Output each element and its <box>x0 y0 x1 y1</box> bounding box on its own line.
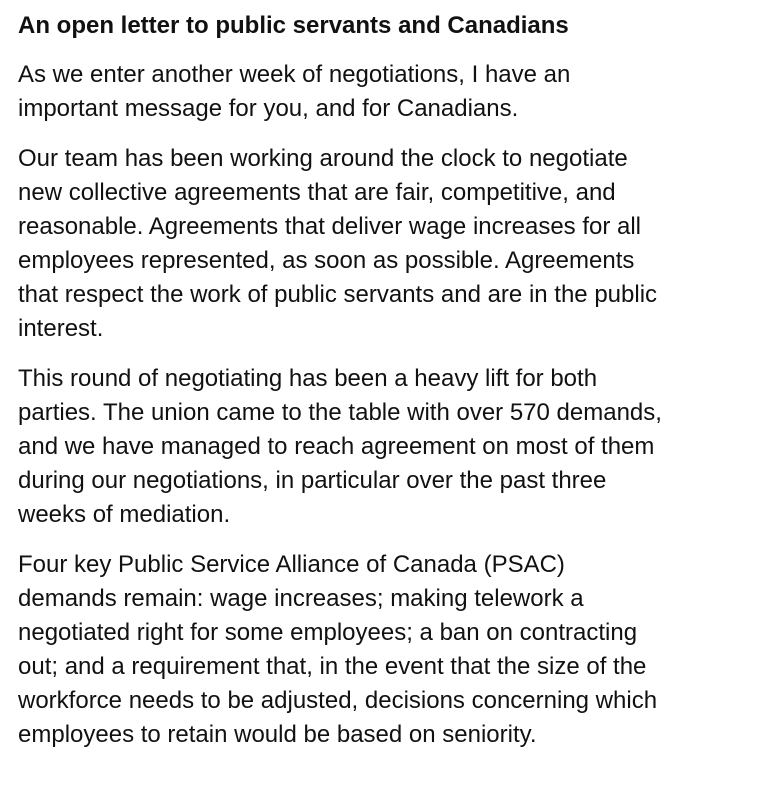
paragraph-intro <box>18 58 763 126</box>
text-line: that respect the work of public servants and are in the public <box>18 281 658 308</box>
text-line: weeks of mediation. <box>18 501 231 528</box>
text-line: demands remain: wage increases; making telework a <box>18 585 584 612</box>
text-line: important message for you, and for Canadians. <box>18 95 519 122</box>
paragraph-key-demands <box>18 548 763 752</box>
paragraph-team-work <box>18 142 763 346</box>
text-line: interest. <box>18 315 104 342</box>
text-line: negotiated right for some employees; a ban on contracting <box>18 619 638 646</box>
text-line: reasonable. Agreements that deliver wage increases for all <box>18 213 642 240</box>
text-line: during our negotiations, in particular over the past three <box>18 467 607 494</box>
text-line: workforce needs to be adjusted, decisions concerning which <box>18 687 658 714</box>
text-line: out; and a requirement that, in the event that the size of the <box>18 653 647 680</box>
text-line: parties. The union came to the table with over 570 demands, <box>18 399 662 426</box>
paragraph-negotiating-round <box>18 362 763 532</box>
text-line: Four key Public Service Alliance of Canada (PSAC) <box>18 551 565 578</box>
text-line: employees represented, as soon as possible. Agreements <box>18 247 635 274</box>
letter-title: An open letter to public servants and Canadians <box>18 12 569 39</box>
text-line: Our team has been working around the clock to negotiate <box>18 145 628 172</box>
text-line: and we have managed to reach agreement on most of them <box>18 433 655 460</box>
text-line: This round of negotiating has been a heavy lift for both <box>18 365 598 392</box>
text-line: employees to retain would be based on seniority. <box>18 721 537 748</box>
text-line: new collective agreements that are fair, competitive, and <box>18 179 616 206</box>
text-line: As we enter another week of negotiations, I have an <box>18 61 571 88</box>
open-letter <box>18 10 763 768</box>
